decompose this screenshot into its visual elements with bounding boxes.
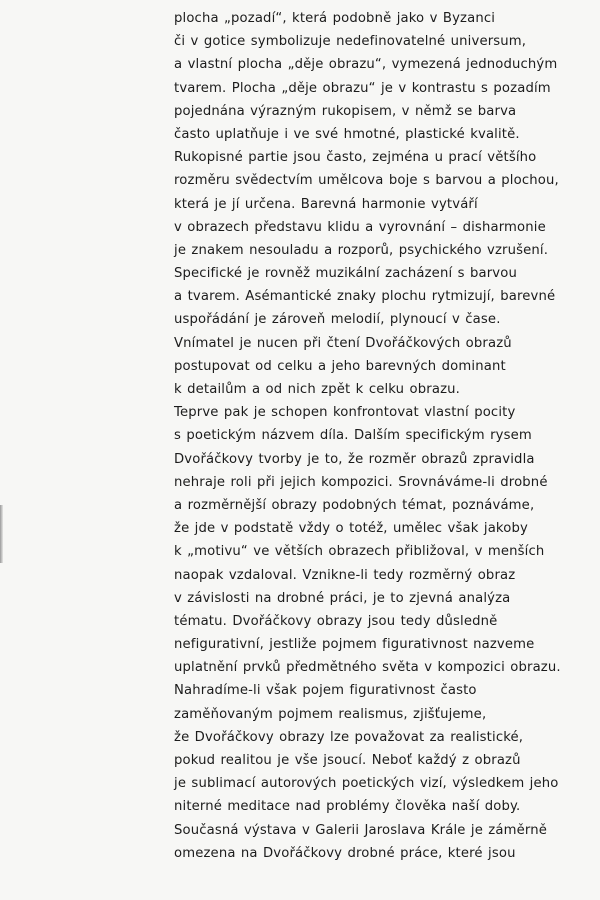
text-line: a tvarem. Asémantické znaky plochu rytmizují, barevné [174, 289, 556, 305]
text-line: že jde v podstatě vždy o totéž, umělec však jakoby [174, 521, 528, 537]
text-line: postupovat od celku a jeho barevných dominant [174, 358, 506, 374]
text-line: Teprve pak je schopen konfrontovat vlastní pocity [174, 405, 516, 421]
text-line: uspořádání je zároveň melodií, plynoucí v čase. [174, 312, 501, 328]
text-line: tvarem. Plocha „děje obrazu“ je v kontrastu s pozadím [174, 80, 551, 96]
text-line: je znakem nesouladu a rozporů, psychického vzrušení. [174, 242, 549, 258]
text-line: rozměru svědectvím umělcova boje s barvou a plochou, [174, 173, 559, 189]
text-line: tématu. Dvořáčkovy obrazy jsou tedy důsledně [174, 613, 498, 629]
text-line: naopak vzdaloval. Vznikne-li tedy rozměrný obraz [174, 567, 516, 583]
text-line: k „motivu“ ve větších obrazech přibližoval, v menších [174, 544, 545, 560]
text-line: pojednána výrazným rukopisem, v němž se barva [174, 103, 517, 119]
text-line: která je jí určena. Barevná harmonie vytváří [174, 196, 478, 212]
text-line: k detailům a od nich zpět k celku obrazu. [174, 382, 460, 397]
text-line: Dvořáčkovy tvorby je to, že rozměr obrazů zpravidla [174, 451, 535, 467]
body-text [174, 7, 566, 865]
text-line: uplatnění prvků předmětného světa v kompozici obrazu. [174, 660, 561, 676]
text-line: plocha „pozadí“, která podobně jako v Byzanci [174, 11, 496, 26]
text-line: zaměňovaným pojmem realismus, zjišťujeme, [174, 706, 487, 722]
text-line: nefigurativní, jestliže pojmem figurativnost nazveme [174, 637, 535, 653]
text-line: často uplatňuje i ve své hmotné, plastické kvalitě. [174, 126, 520, 142]
text-line: Rukopisné partie jsou často, zejména u prací většího [174, 150, 537, 166]
text-line: nehraje roli při jejich kompozici. Srovnáváme-li drobné [174, 474, 548, 490]
text-line: Specifické je rovněž muzikální zacházení s barvou [174, 266, 517, 282]
text-line: niterné meditace nad problémy člověka naší doby. [174, 799, 521, 815]
text-line: je sublimací autorových poetických vizí, výsledkem jeho [174, 776, 559, 792]
text-line: v obrazech představu klidu a vyrovnání – disharmonie [174, 219, 546, 235]
text-line: a rozměrnější obrazy podobných témat, poznáváme, [174, 497, 535, 513]
text-line: pokud realitou je vše jsoucí. Neboť každý z obrazů [174, 753, 521, 768]
text-line: a vlastní plocha „děje obrazu“, vymezená jednoduchým [174, 57, 558, 73]
text-line: v závislosti na drobné práci, je to zjevná analýza [174, 590, 511, 606]
text-line: omezena na Dvořáčkovy drobné práce, které jsou [174, 845, 516, 861]
text-line: Nahradíme-li však pojem figurativnost často [174, 683, 477, 699]
text-line: Současná výstava v Galerii Jaroslava Krále je záměrně [174, 822, 547, 838]
text-line: Vnímatel je nucen při čtení Dvořáčkových obrazů [174, 335, 512, 351]
text-line: že Dvořáčkovy obrazy lze považovat za realistické, [174, 729, 524, 745]
text-line: či v gotice symbolizuje nedefinovatelné universum, [174, 34, 527, 50]
text-line: s poetickým názvem díla. Dalším specifickým rysem [174, 428, 532, 444]
page-edge-shadow [0, 505, 3, 563]
